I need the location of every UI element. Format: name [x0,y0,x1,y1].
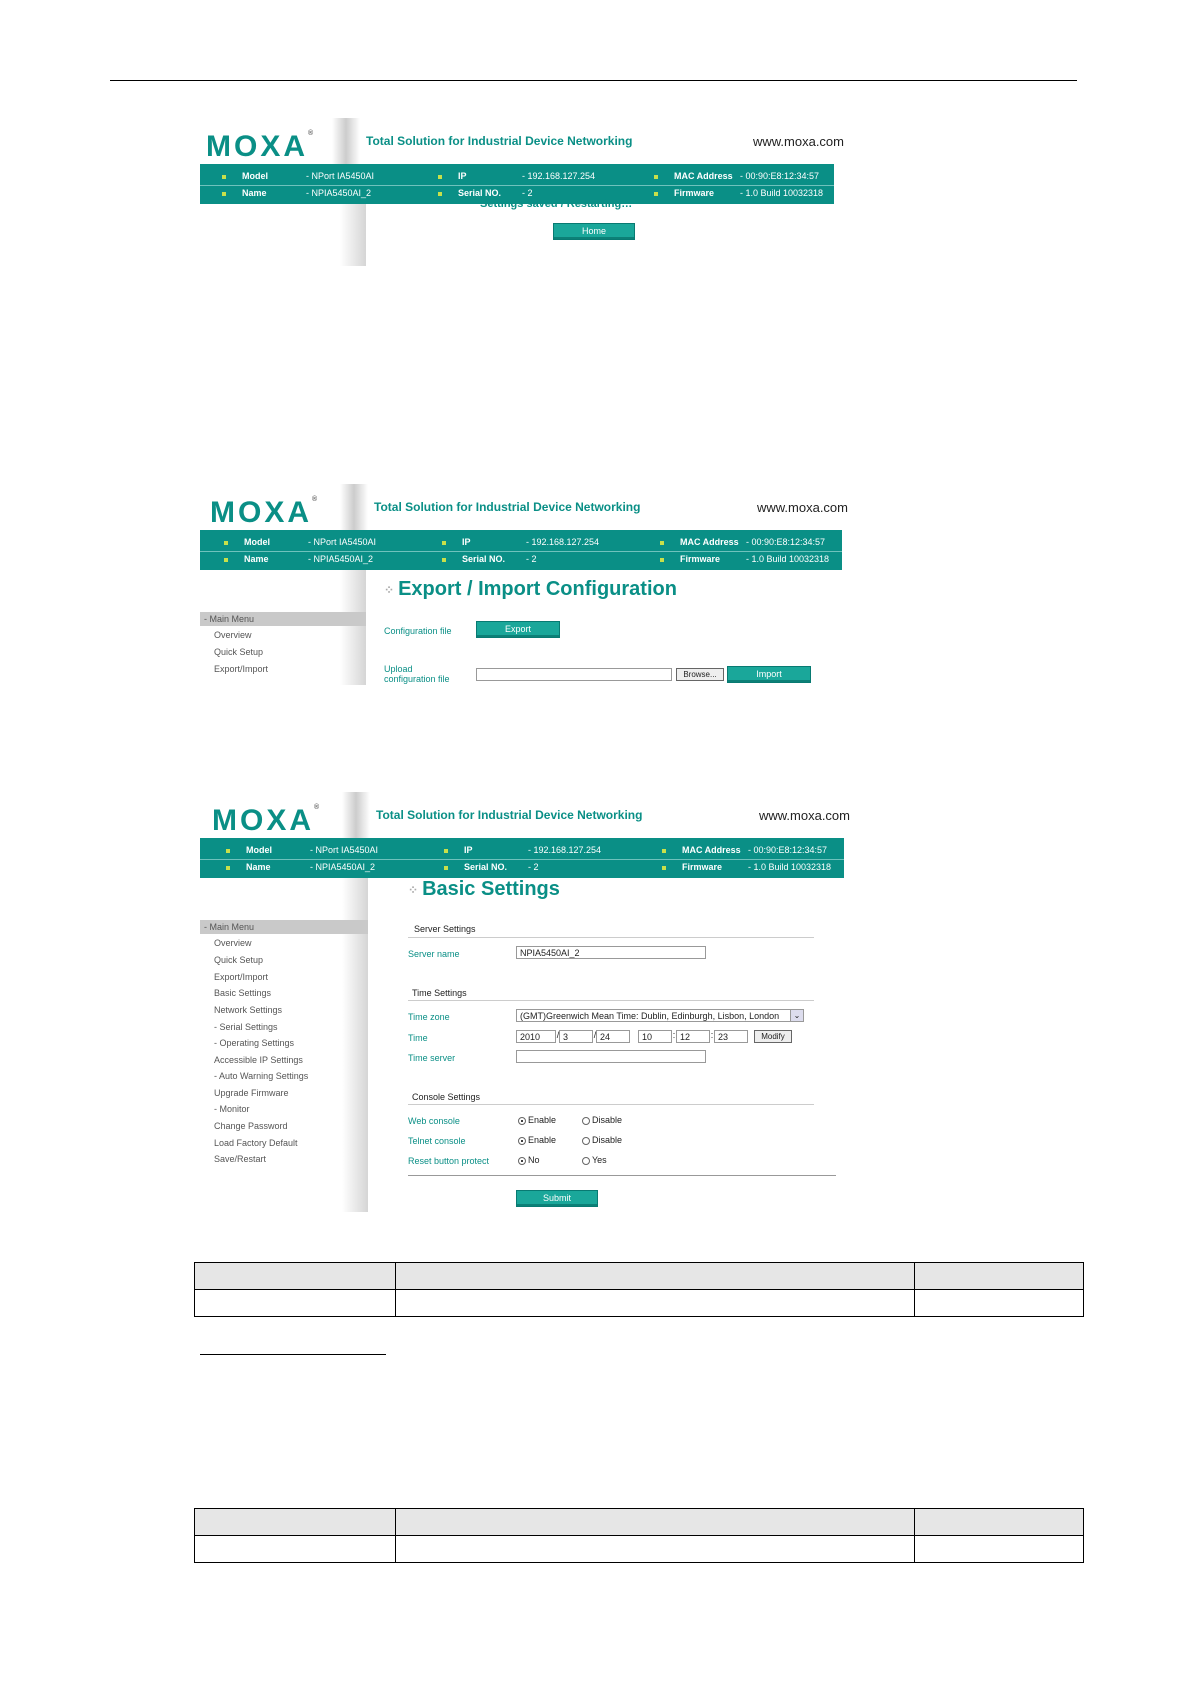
radio-empty-icon[interactable] [582,1117,590,1125]
web-console-label: Web console [408,1116,460,1126]
table-cell [396,1290,915,1317]
menu-item-change-password[interactable]: Change Password [214,1121,288,1131]
time-settings-heading: Time Settings [412,988,467,998]
banner-divider [332,118,360,164]
console-settings-heading: Console Settings [412,1092,481,1102]
banner-divider [340,484,368,530]
reset-protect-yes-radio[interactable]: Yes [582,1155,607,1165]
modify-button[interactable]: Modify [754,1030,792,1043]
table-cell [915,1509,1084,1536]
chevron-down-icon[interactable]: ⌄ [790,1010,803,1021]
site-url: www.moxa.com [756,500,848,515]
moxa-banner [200,792,850,838]
time-label: Time [408,1033,428,1043]
telnet-console-label: Telnet console [408,1136,466,1146]
moxa-logo: MOXA® [212,804,320,837]
table-header-row [195,1509,1084,1536]
upload-label: Upload configuration file [384,664,450,684]
submit-button[interactable]: Submit [516,1190,598,1207]
second-input[interactable]: 23 [714,1030,748,1043]
status-message: Settings saved / Restarting… [480,198,633,210]
time-separator: : [672,1030,676,1040]
screenshot-basic-settings [200,792,850,1212]
hour-input[interactable]: 10 [638,1030,672,1043]
bullet-icon [438,175,442,179]
table-cell [195,1263,396,1290]
reset-protect-label: Reset button protect [408,1156,490,1166]
minute-input[interactable]: 12 [676,1030,710,1043]
time-server-input[interactable] [516,1050,706,1063]
menu-item-overview[interactable]: Overview [214,938,252,948]
radio-empty-icon[interactable] [582,1137,590,1145]
telnet-console-disable-radio[interactable]: Disable [582,1135,622,1145]
menu-item-accessible-ip[interactable]: Accessible IP Settings [214,1055,303,1065]
server-name-input[interactable]: NPIA5450AI_2 [516,946,706,959]
device-info-bar: Model - NPort IA5450AI IP - 192.168.127.254 MAC Address - 00:90:E8:12:34:57 Name - NPIA5450AI_2 Serial NO. - 2 Firmware - 1.0 Build 10032318 [200,530,842,570]
bullet-icon [222,192,226,196]
year-input[interactable]: 2010 [516,1030,556,1043]
browse-button[interactable]: Browse... [676,668,724,681]
table-cell [915,1536,1084,1563]
reset-protect-no-radio[interactable]: No [518,1155,540,1165]
moxa-banner [200,484,850,530]
tagline: Total Solution for Industrial Device Networking [374,500,641,514]
bullet-icon [654,175,658,179]
bullet-icon [438,192,442,196]
home-button[interactable]: Home [553,223,635,240]
section-divider [408,1104,814,1105]
import-button[interactable]: Import [727,666,811,683]
parameter-table-1 [194,1262,1084,1317]
table-cell [195,1290,396,1317]
menu-item-quick-setup[interactable]: Quick Setup [214,647,264,657]
menu-item-serial-settings[interactable]: - Serial Settings [214,1022,278,1032]
time-zone-select[interactable]: (GMT)Greenwich Mean Time: Dublin, Edinburgh, Lisbon, London ⌄ [516,1009,804,1022]
moxa-logo: MOXA® [210,496,318,529]
device-info-bar: Model - NPort IA5450AI IP - 192.168.127.254 MAC Address - 00:90:E8:12:34:57 Name - NPIA5450AI_2 Serial NO. - 2 Firmware - 1.0 Build 10032318 [200,164,834,204]
bullet-icon [222,175,226,179]
moxa-banner [200,118,850,164]
menu-item-quick-setup[interactable]: Quick Setup [214,955,264,965]
bullet-icon [654,192,658,196]
banner-divider [342,792,370,838]
telnet-console-enable-radio[interactable]: Enable [518,1135,556,1145]
radio-empty-icon[interactable] [582,1157,590,1165]
tagline: Total Solution for Industrial Device Networking [366,134,633,148]
day-input[interactable]: 24 [596,1030,630,1043]
section-divider [408,937,814,938]
month-input[interactable]: 3 [559,1030,593,1043]
sidebar [200,204,366,266]
site-url: www.moxa.com [752,134,844,149]
menu-item-monitor[interactable]: - Monitor [214,1104,250,1114]
screenshot-settings-saved [200,118,850,266]
radio-selected-icon[interactable] [518,1117,526,1125]
device-info-bar: Model - NPort IA5450AI IP - 192.168.127.254 MAC Address - 00:90:E8:12:34:57 Name - NPIA5450AI_2 Serial NO. - 2 Firmware - 1.0 Build 10032318 [200,838,844,878]
time-separator: : [710,1030,714,1040]
menu-item-load-factory-default[interactable]: Load Factory Default [214,1138,298,1148]
title-dots-icon: ⁘ [408,882,419,897]
menu-item-upgrade-firmware[interactable]: Upgrade Firmware [214,1088,289,1098]
menu-item-export-import[interactable]: Export/Import [214,664,269,674]
menu-item-overview[interactable]: Overview [214,630,252,640]
time-server-label: Time server [408,1053,456,1063]
parameter-table-2 [194,1508,1084,1563]
radio-selected-icon[interactable] [518,1137,526,1145]
tagline: Total Solution for Industrial Device Networking [376,808,643,822]
menu-item-basic-settings[interactable]: Basic Settings [214,988,272,998]
radio-selected-icon[interactable] [518,1157,526,1165]
table-row [195,1290,1084,1317]
table-cell [915,1290,1084,1317]
server-name-label: Server name [408,949,460,959]
menu-item-network-settings[interactable]: Network Settings [214,1005,283,1015]
sidebar [200,878,368,1212]
page-title: ⁘ Basic Settings [408,878,560,900]
table-cell [195,1509,396,1536]
table-cell [915,1263,1084,1290]
site-url: www.moxa.com [758,808,850,823]
screenshot-export-import [200,484,850,684]
date-separator: / [593,1030,597,1040]
table-row [195,1536,1084,1563]
menu-item-save-restart[interactable]: Save/Restart [214,1154,267,1164]
table-cell [396,1263,915,1290]
section-divider [408,1000,814,1001]
export-button[interactable]: Export [476,621,560,638]
web-console-enable-radio[interactable]: Enable [518,1115,556,1125]
server-settings-heading: Server Settings [414,924,476,934]
menu-item-auto-warning[interactable]: - Auto Warning Settings [214,1071,309,1081]
table-cell [396,1509,915,1536]
page-top-rule [110,80,1077,81]
web-console-disable-radio[interactable]: Disable [582,1115,622,1125]
table-cell [396,1536,915,1563]
time-zone-label: Time zone [408,1012,450,1022]
title-dots-icon: ⁘ [384,582,395,597]
main-menu-header[interactable]: - Main Menu [200,612,366,626]
table-cell [195,1536,396,1563]
section-divider [408,1175,836,1176]
menu-item-export-import[interactable]: Export/Import [214,972,269,982]
main-menu-header[interactable]: - Main Menu [200,920,368,934]
table-header-row [195,1263,1084,1290]
moxa-logo: MOXA® [206,130,314,163]
menu-item-operating-settings[interactable]: - Operating Settings [214,1038,295,1048]
sidebar [200,570,366,685]
upload-file-input[interactable] [476,668,672,681]
page-title: ⁘ Export / Import Configuration [384,578,677,600]
config-file-label: Configuration file [384,626,452,636]
date-separator: / [556,1030,560,1040]
underline-rule [200,1354,386,1355]
